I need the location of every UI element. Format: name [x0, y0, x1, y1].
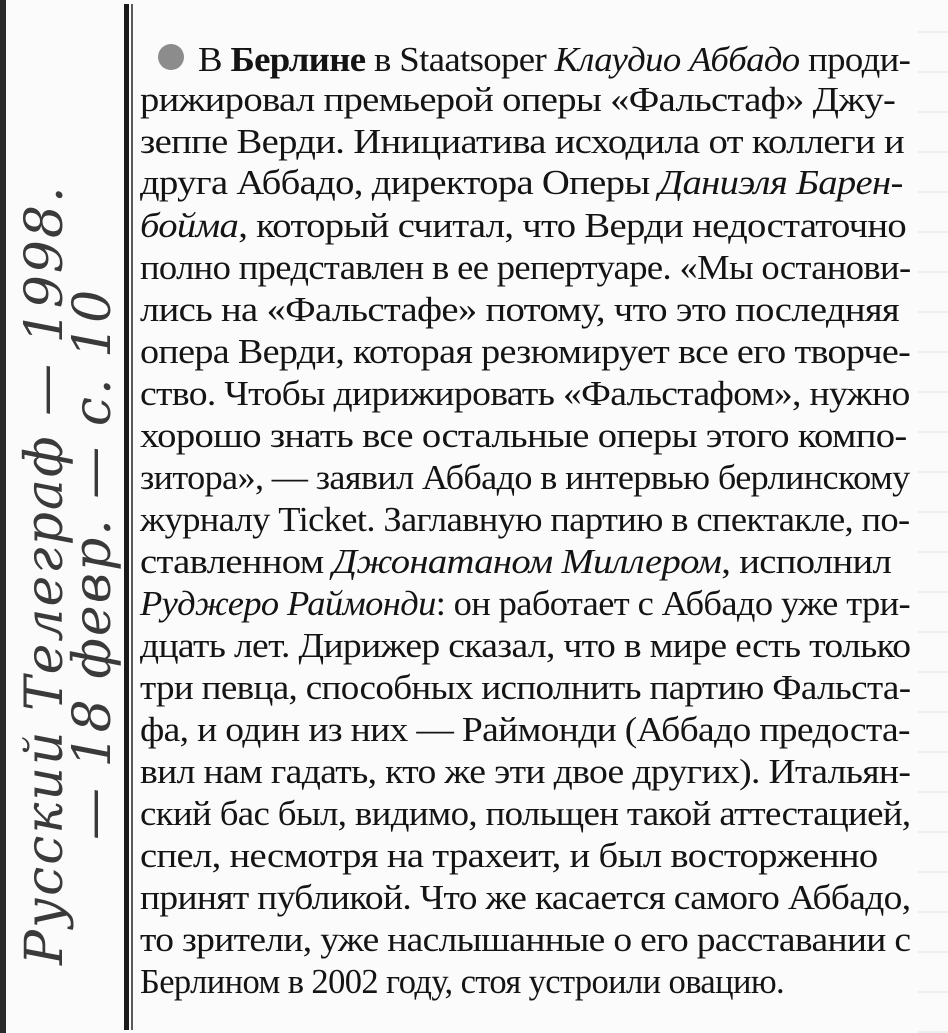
article-text-segment: дцать лет. Дирижер сказал, что в мире есть только	[140, 627, 911, 665]
article-line	[140, 122, 904, 162]
article-line	[140, 794, 911, 834]
article-line	[140, 248, 911, 288]
article-text-segment: Руджеро Раймонди	[140, 585, 436, 623]
article-text-segment: Берлине	[230, 41, 366, 79]
article-text-segment: проди-	[799, 41, 911, 79]
article-text-segment: : он работает с Аббадо уже три-	[435, 585, 911, 623]
article-line	[140, 374, 910, 414]
article-text-segment: , исполнил	[721, 543, 892, 581]
column-rule	[124, 4, 129, 1030]
column-rule-thin	[131, 4, 133, 1030]
article-line	[140, 584, 910, 624]
article-line	[140, 542, 891, 582]
article-text-segment: то зрители, уже наслышанные о его расставании с	[140, 921, 911, 959]
article-line	[140, 668, 910, 708]
article-text-segment: принят публикой. Что же касается самого Аббадо,	[140, 879, 911, 917]
article-text-segment: вил нам гадать, кто же эти двое других). Итальян-	[140, 753, 911, 791]
article-text-segment: В	[198, 41, 231, 79]
article-text-segment: фа, и один из них — Раймонди (Аббадо предоста-	[140, 711, 910, 749]
article-text-segment: бойма	[140, 207, 239, 245]
article-line	[140, 878, 910, 918]
article-line	[140, 752, 910, 792]
article-line	[140, 206, 906, 246]
handwritten-source-note	[15, 60, 123, 980]
article-text-segment: журналу Ticket. Заглавную партию в спектакле, по-	[140, 501, 910, 539]
article-text-segment: в Staatsoper	[365, 41, 555, 79]
article-text-segment: Берлином в 2002 году, стоя устроили овацию.	[140, 963, 785, 1001]
article-text-segment: Даниэля Барен-	[658, 164, 903, 202]
article-line	[140, 710, 910, 750]
handwritten-line-2: — 18 февр. — с. 10	[63, 287, 123, 840]
article-text-segment: ство. Чтобы дирижировать «Фальстафом», нужно	[140, 375, 910, 413]
article-text-segment: друга Аббадо, директора Оперы	[140, 164, 659, 202]
bullet-dot-icon	[158, 44, 184, 70]
article-line	[140, 626, 910, 666]
article-text-segment: Джонатаном Миллером	[332, 543, 722, 581]
article-line	[140, 500, 910, 540]
article-line	[140, 163, 903, 203]
article-text-segment: полно представлен в ее репертуаре. «Мы останови-	[140, 249, 911, 287]
scan-edge	[0, 0, 6, 1033]
bleed-through-edge	[918, 0, 948, 1033]
article-line	[140, 962, 784, 1002]
article-line	[140, 80, 895, 120]
article-line	[198, 40, 910, 80]
article-text-segment: зитора», — заявил Аббадо в интервью берлинскому	[140, 459, 910, 497]
article-text-segment: три певца, способных исполнить партию Фальста-	[140, 669, 911, 707]
article-text-segment: ставленном	[140, 543, 333, 581]
article-text-segment: спел, несмотря на трахеит, и был восторженно	[140, 837, 878, 875]
article-line	[140, 920, 910, 960]
article-body	[140, 18, 920, 1018]
article-text-segment: ский бас был, видимо, польщен такой аттестацией,	[140, 795, 911, 833]
article-line	[140, 416, 907, 456]
handwritten-note-svg	[15, 60, 123, 980]
article-text-segment: хорошо знать все остальные оперы этого компо-	[140, 417, 907, 455]
article-line	[140, 836, 877, 876]
article-text-segment: рижировал премьерой оперы «Фальстаф» Джу-	[140, 81, 896, 119]
article-text-segment: лись на «Фальстафе» потому, что это последняя	[140, 291, 900, 329]
article-text-segment: , который считал, что Верди недостаточно	[238, 207, 907, 245]
article-line	[140, 290, 899, 330]
article-text-segment: Клаудио Аббадо	[554, 41, 800, 79]
article-text-segment: зеппе Верди. Инициатива исходила от коллеги и	[140, 123, 904, 161]
article-line	[140, 332, 910, 372]
article-text-segment: опера Верди, которая резюмирует все его творче-	[140, 333, 911, 371]
handwritten-line-1: Русский Телеграф — 1998.	[15, 184, 75, 965]
article-line	[140, 458, 910, 498]
